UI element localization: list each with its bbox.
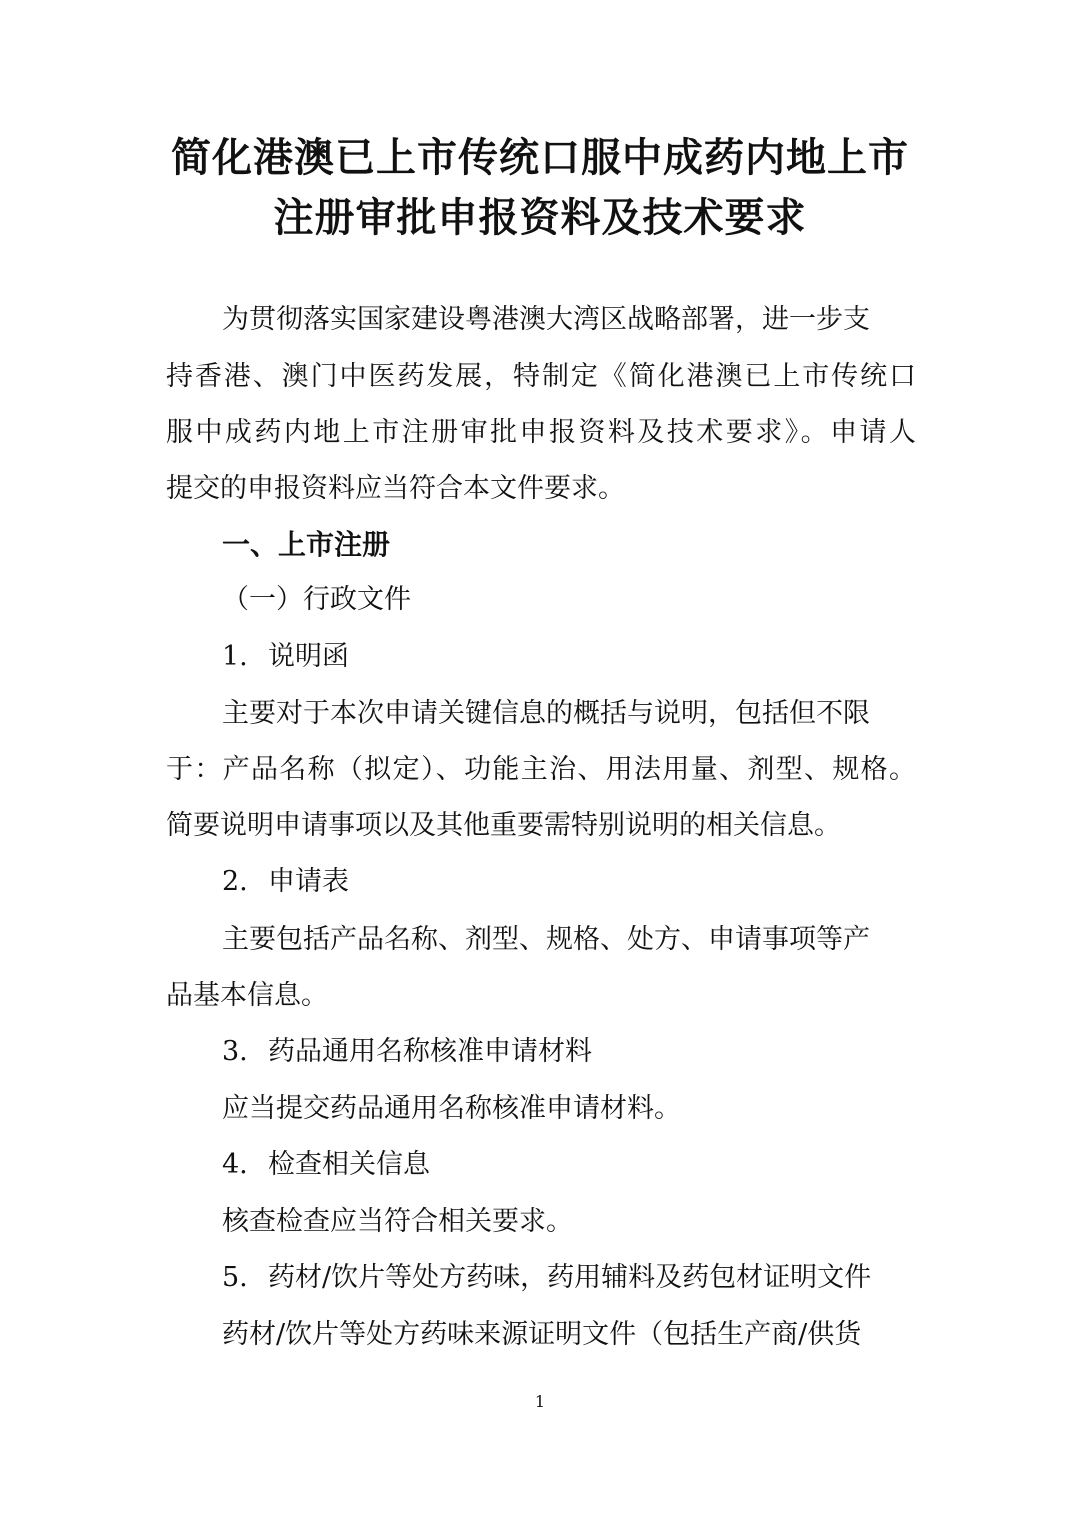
item-3-body-line-1: 应当提交药品通用名称核准申请材料。 — [222, 1093, 681, 1124]
item-1-number: 1. — [222, 641, 248, 672]
item-5-title: 药材/饮片等处方药味，药用辅料及药包材证明文件 — [268, 1262, 872, 1293]
item-3-title: 药品通用名称核准申请材料 — [268, 1036, 592, 1067]
item-4-heading — [222, 1145, 430, 1185]
item-4-body-line-1: 核查检查应当符合相关要求。 — [222, 1206, 573, 1237]
item-1-title: 说明函 — [268, 641, 349, 672]
section-heading: 一、上市注册 — [222, 528, 391, 561]
document-title-line-2: 注册审批申报资料及技术要求 — [273, 195, 807, 241]
subsection-heading: （一）行政文件 — [222, 584, 411, 615]
item-1-body-line-2: 于：产品名称（拟定）、功能主治、用法用量、剂型、规格。 — [166, 754, 916, 785]
item-2-title: 申请表 — [268, 866, 349, 897]
item-5-number: 5. — [222, 1262, 248, 1293]
item-2-body-line-2: 品基本信息。 — [166, 980, 328, 1011]
item-5-body-line-1: 药材/饮片等处方药味来源证明文件（包括生产商/供货 — [222, 1319, 862, 1350]
item-1-heading — [222, 637, 349, 677]
item-2-number: 2. — [222, 866, 248, 897]
intro-line-4: 提交的申报资料应当符合本文件要求。 — [166, 473, 625, 504]
item-2-body-line-1: 主要包括产品名称、剂型、规格、处方、申请事项等产 — [222, 924, 870, 955]
page-number: 1 — [534, 1392, 546, 1411]
item-1-body-line-1: 主要对于本次申请关键信息的概括与说明，包括但不限 — [222, 698, 870, 729]
document-title-line-1: 简化港澳已上市传统口服中成药内地上市 — [171, 135, 909, 181]
intro-line-3: 服中成药内地上市注册审批申报资料及技术要求》。申请人 — [166, 417, 916, 448]
item-2-heading — [222, 862, 349, 902]
intro-line-1: 为贯彻落实国家建设粤港澳大湾区战略部署，进一步支 — [222, 304, 870, 335]
item-3-number: 3. — [222, 1036, 248, 1067]
item-3-heading — [222, 1032, 592, 1072]
item-4-number: 4. — [222, 1149, 248, 1180]
item-1-body-line-3: 简要说明申请事项以及其他重要需特别说明的相关信息。 — [166, 810, 841, 841]
intro-line-2: 持香港、澳门中医药发展，特制定《简化港澳已上市传统口 — [166, 361, 916, 392]
item-4-title: 检查相关信息 — [268, 1149, 430, 1180]
item-5-heading — [222, 1258, 871, 1298]
